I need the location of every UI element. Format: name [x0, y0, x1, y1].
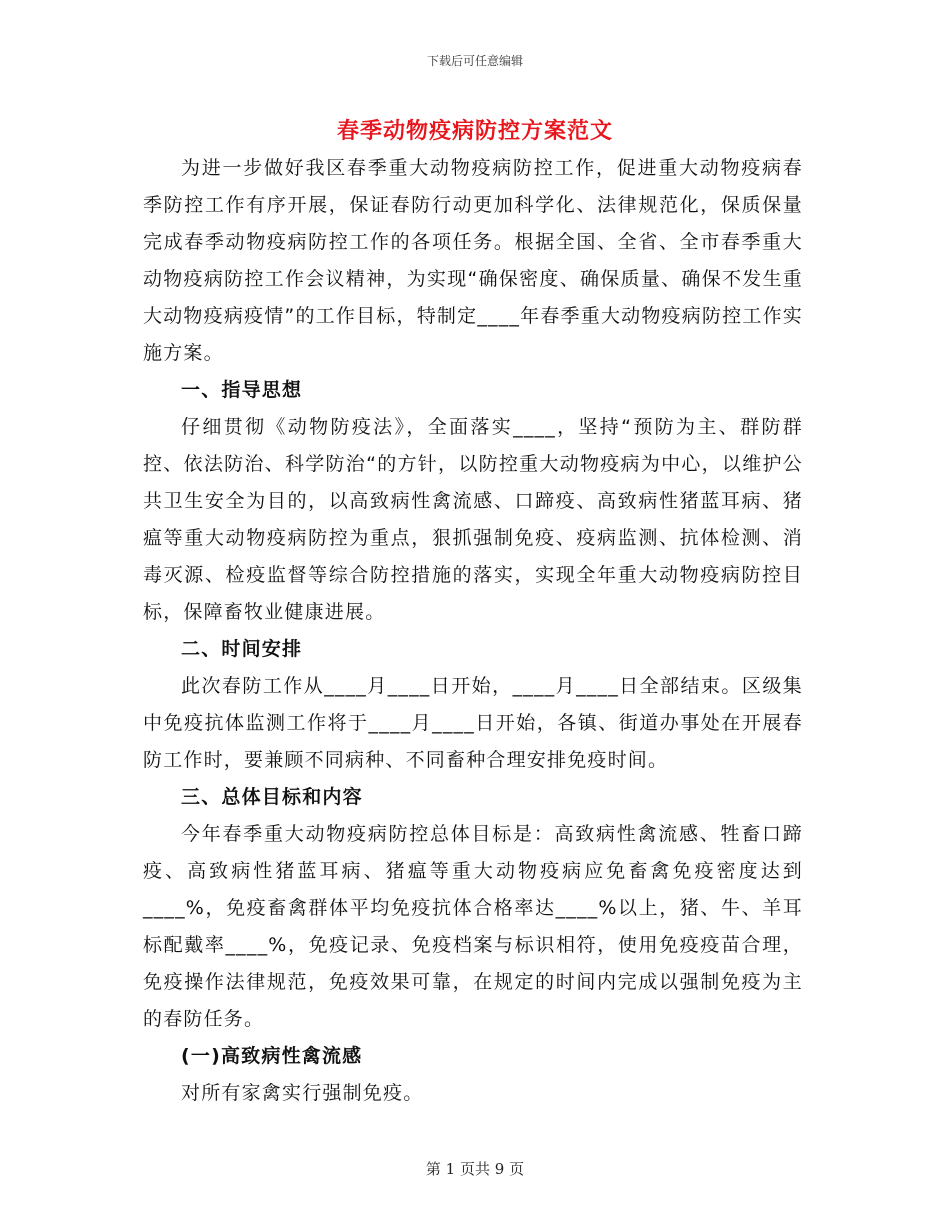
document-title: 春季动物疫病防控方案范文 — [336, 119, 613, 144]
intro-paragraph: 为进一步做好我区春季重大动物疫病防控工作，促进重大动物疫病春季防控工作有序开展，保证春防行动更加科学化、法律规范化，保质保量完成春季动物疫病防控工作的各项任务。根据全国、全省、全市春季重大动物疫病防控工作会议精神，为实现“确保密度、确保质量、确保不发生重大动物疫病疫情”的工作目标，特制定____年春季重大动物疫病防控工作实施方案。 — [143, 157, 803, 364]
avian-flu-paragraph: 对所有家禽实行强制免疫。 — [181, 1082, 424, 1104]
section-heading-goals: 三、总体目标和内容 — [181, 786, 363, 808]
page-number-footer: 第 1 页共 9 页 — [425, 1160, 525, 1178]
subsection-heading-avian-flu: (一)高致病性禽流感 — [181, 1045, 363, 1067]
goals-paragraph: 今年春季重大动物疫病防控总体目标是：高致病性禽流感、牲畜口蹄疫、高致病性猪蓝耳病、猪瘟等重大动物疫病应免畜禽免疫密度达到____%，免疫畜禽群体平均免疫抗体合格率达____%以上，猪、牛、羊耳标配戴率____%，免疫记录、免疫档案与标识相符，使用免疫疫苗合理，免疫操作法律规范，免疫效果可靠，在规定的时间内完成以强制免疫为主的春防任务。 — [143, 823, 803, 1030]
section-heading-guiding-ideology: 一、指导思想 — [181, 379, 303, 401]
document-body — [143, 150, 803, 1112]
schedule-paragraph: 此次春防工作从____月____日开始，____月____日全部结束。区级集中免疫抗体监测工作将于____月____日开始，各镇、街道办事处在开展春防工作时，要兼顾不同病种、不同畜种合理安排免疫时间。 — [143, 675, 803, 771]
page-header: 下载后可任意编辑 — [426, 54, 523, 68]
section-heading-schedule: 二、时间安排 — [181, 638, 303, 660]
guiding-ideology-paragraph: 仔细贯彻《动物防疫法》，全面落实____，坚持“预防为主、群防群控、依法防治、科学防治“的方针，以防控重大动物疫病为中心，以维护公共卫生安全为目的，以高致病性禽流感、口蹄疫、高致病性猪蓝耳病、猪瘟等重大动物疫病防控为重点，狠抓强制免疫、疫病监测、抗体检测、消毒灭源、检疫监督等综合防控措施的落实，实现全年重大动物疫病防控目标，保障畜牧业健康进展。 — [143, 416, 803, 623]
